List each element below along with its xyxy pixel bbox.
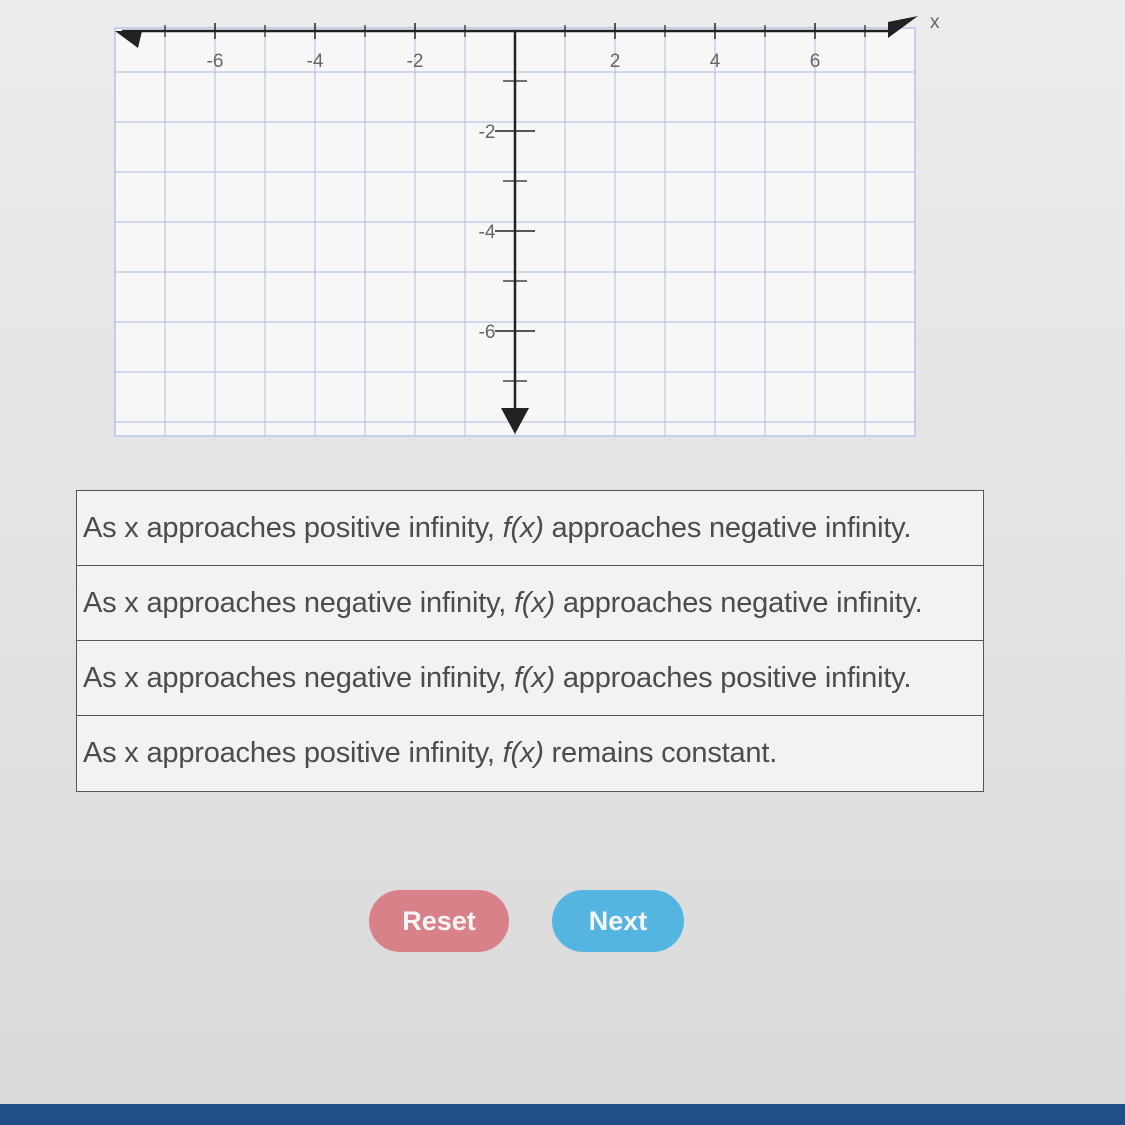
statement-option[interactable] [77, 716, 983, 791]
x-tick-label: -2 [406, 51, 424, 72]
statement-text: As x approaches negative infinity, f(x) approaches negative infinity. [83, 586, 923, 619]
next-button[interactable]: Next [552, 890, 684, 952]
statement-option[interactable] [77, 491, 983, 566]
statement-option[interactable] [77, 566, 983, 641]
x-tick-label: 6 [809, 51, 821, 72]
statement-option[interactable] [77, 641, 983, 716]
taskbar [0, 1104, 1125, 1125]
x-tick-label: 4 [709, 51, 721, 72]
statement-text: As x approaches positive infinity, f(x) remains constant. [83, 737, 778, 769]
reset-button[interactable]: Reset [369, 890, 509, 952]
x-tick-label: -4 [306, 51, 324, 72]
coordinate-graph[interactable] [0, 0, 1125, 460]
statement-text: As x approaches positive infinity, f(x) approaches negative infinity. [83, 511, 912, 544]
y-tick-label: -2 [478, 122, 496, 143]
x-tick-label: 2 [609, 51, 621, 72]
statement-text: As x approaches negative infinity, f(x) approaches positive infinity. [83, 661, 912, 694]
x-tick-label: -6 [206, 51, 224, 72]
x-axis-label: x [930, 12, 940, 33]
y-tick-label: -4 [478, 222, 496, 243]
statement-list [76, 490, 984, 792]
y-tick-label: -6 [478, 322, 496, 343]
